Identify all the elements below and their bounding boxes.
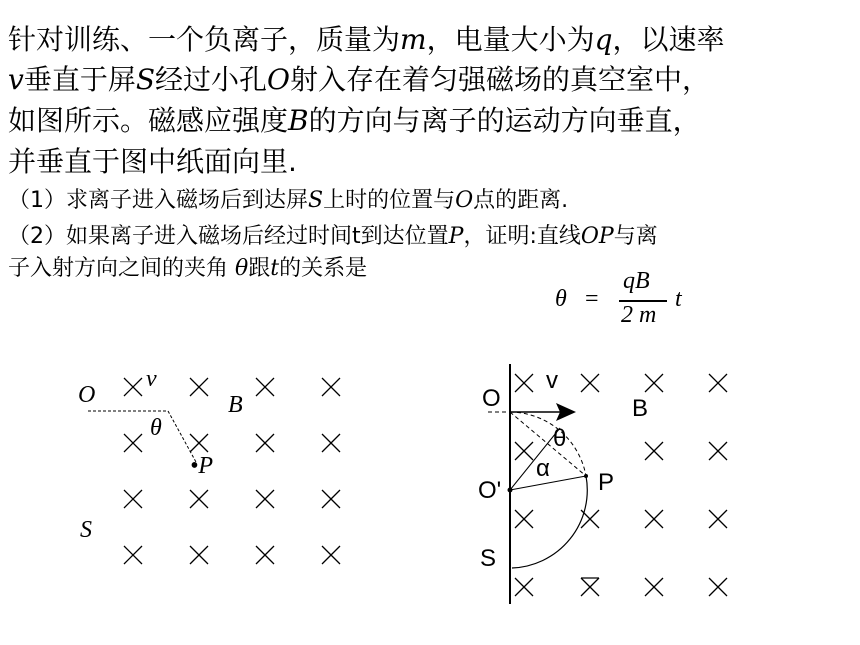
left-label-b: B [228, 392, 243, 418]
trajectory-arc [512, 476, 587, 568]
question-2-line-1: （2）如果离子进入磁场后经过时间t到达位置P，证明:直线OP与离 [8, 224, 658, 249]
center-dot [508, 488, 513, 493]
left-label-o: O [78, 382, 96, 408]
problem-line-1: 针对训练、一个负离子，质量为m，电量大小为q，以速率 [8, 23, 725, 56]
question-1: （1）求离子进入磁场后到达屏S上时的位置与O点的距离. [8, 188, 569, 213]
formula-variable: t [675, 286, 682, 312]
right-label-o: O [482, 385, 501, 412]
right-label-alpha: α [536, 455, 550, 482]
formula-denominator: 2 m [621, 302, 657, 328]
right-label-s: S [480, 545, 497, 572]
question-2-line-2: 子入射方向之间的夹角 θ跟t的关系是 [8, 256, 368, 281]
formula-equals: = [585, 286, 599, 312]
left-label-s: S [80, 517, 92, 543]
right-label-v: v [546, 367, 558, 394]
problem-line-2: v垂直于屏S经过小孔O射入存在着匀强磁场的真空室中， [8, 63, 711, 96]
right-label-b: B [632, 395, 649, 422]
right-label-center: O' [478, 477, 502, 504]
formula-numerator: qB [623, 268, 650, 294]
left-label-v: v [146, 366, 157, 392]
problem-line-3: 如图所示。磁感应强度B的方向与离子的运动方向垂直， [8, 104, 701, 137]
right-label-theta: θ [553, 425, 567, 452]
right-label-p: P [598, 469, 615, 496]
left-label-p: •P [190, 453, 214, 479]
formula-lhs: θ [555, 286, 567, 312]
right-magnetic-field-crosses [515, 374, 727, 596]
p-dot [584, 474, 588, 478]
problem-line-4: 并垂直于图中纸面向里. [8, 145, 297, 178]
left-label-theta: θ [150, 415, 162, 441]
